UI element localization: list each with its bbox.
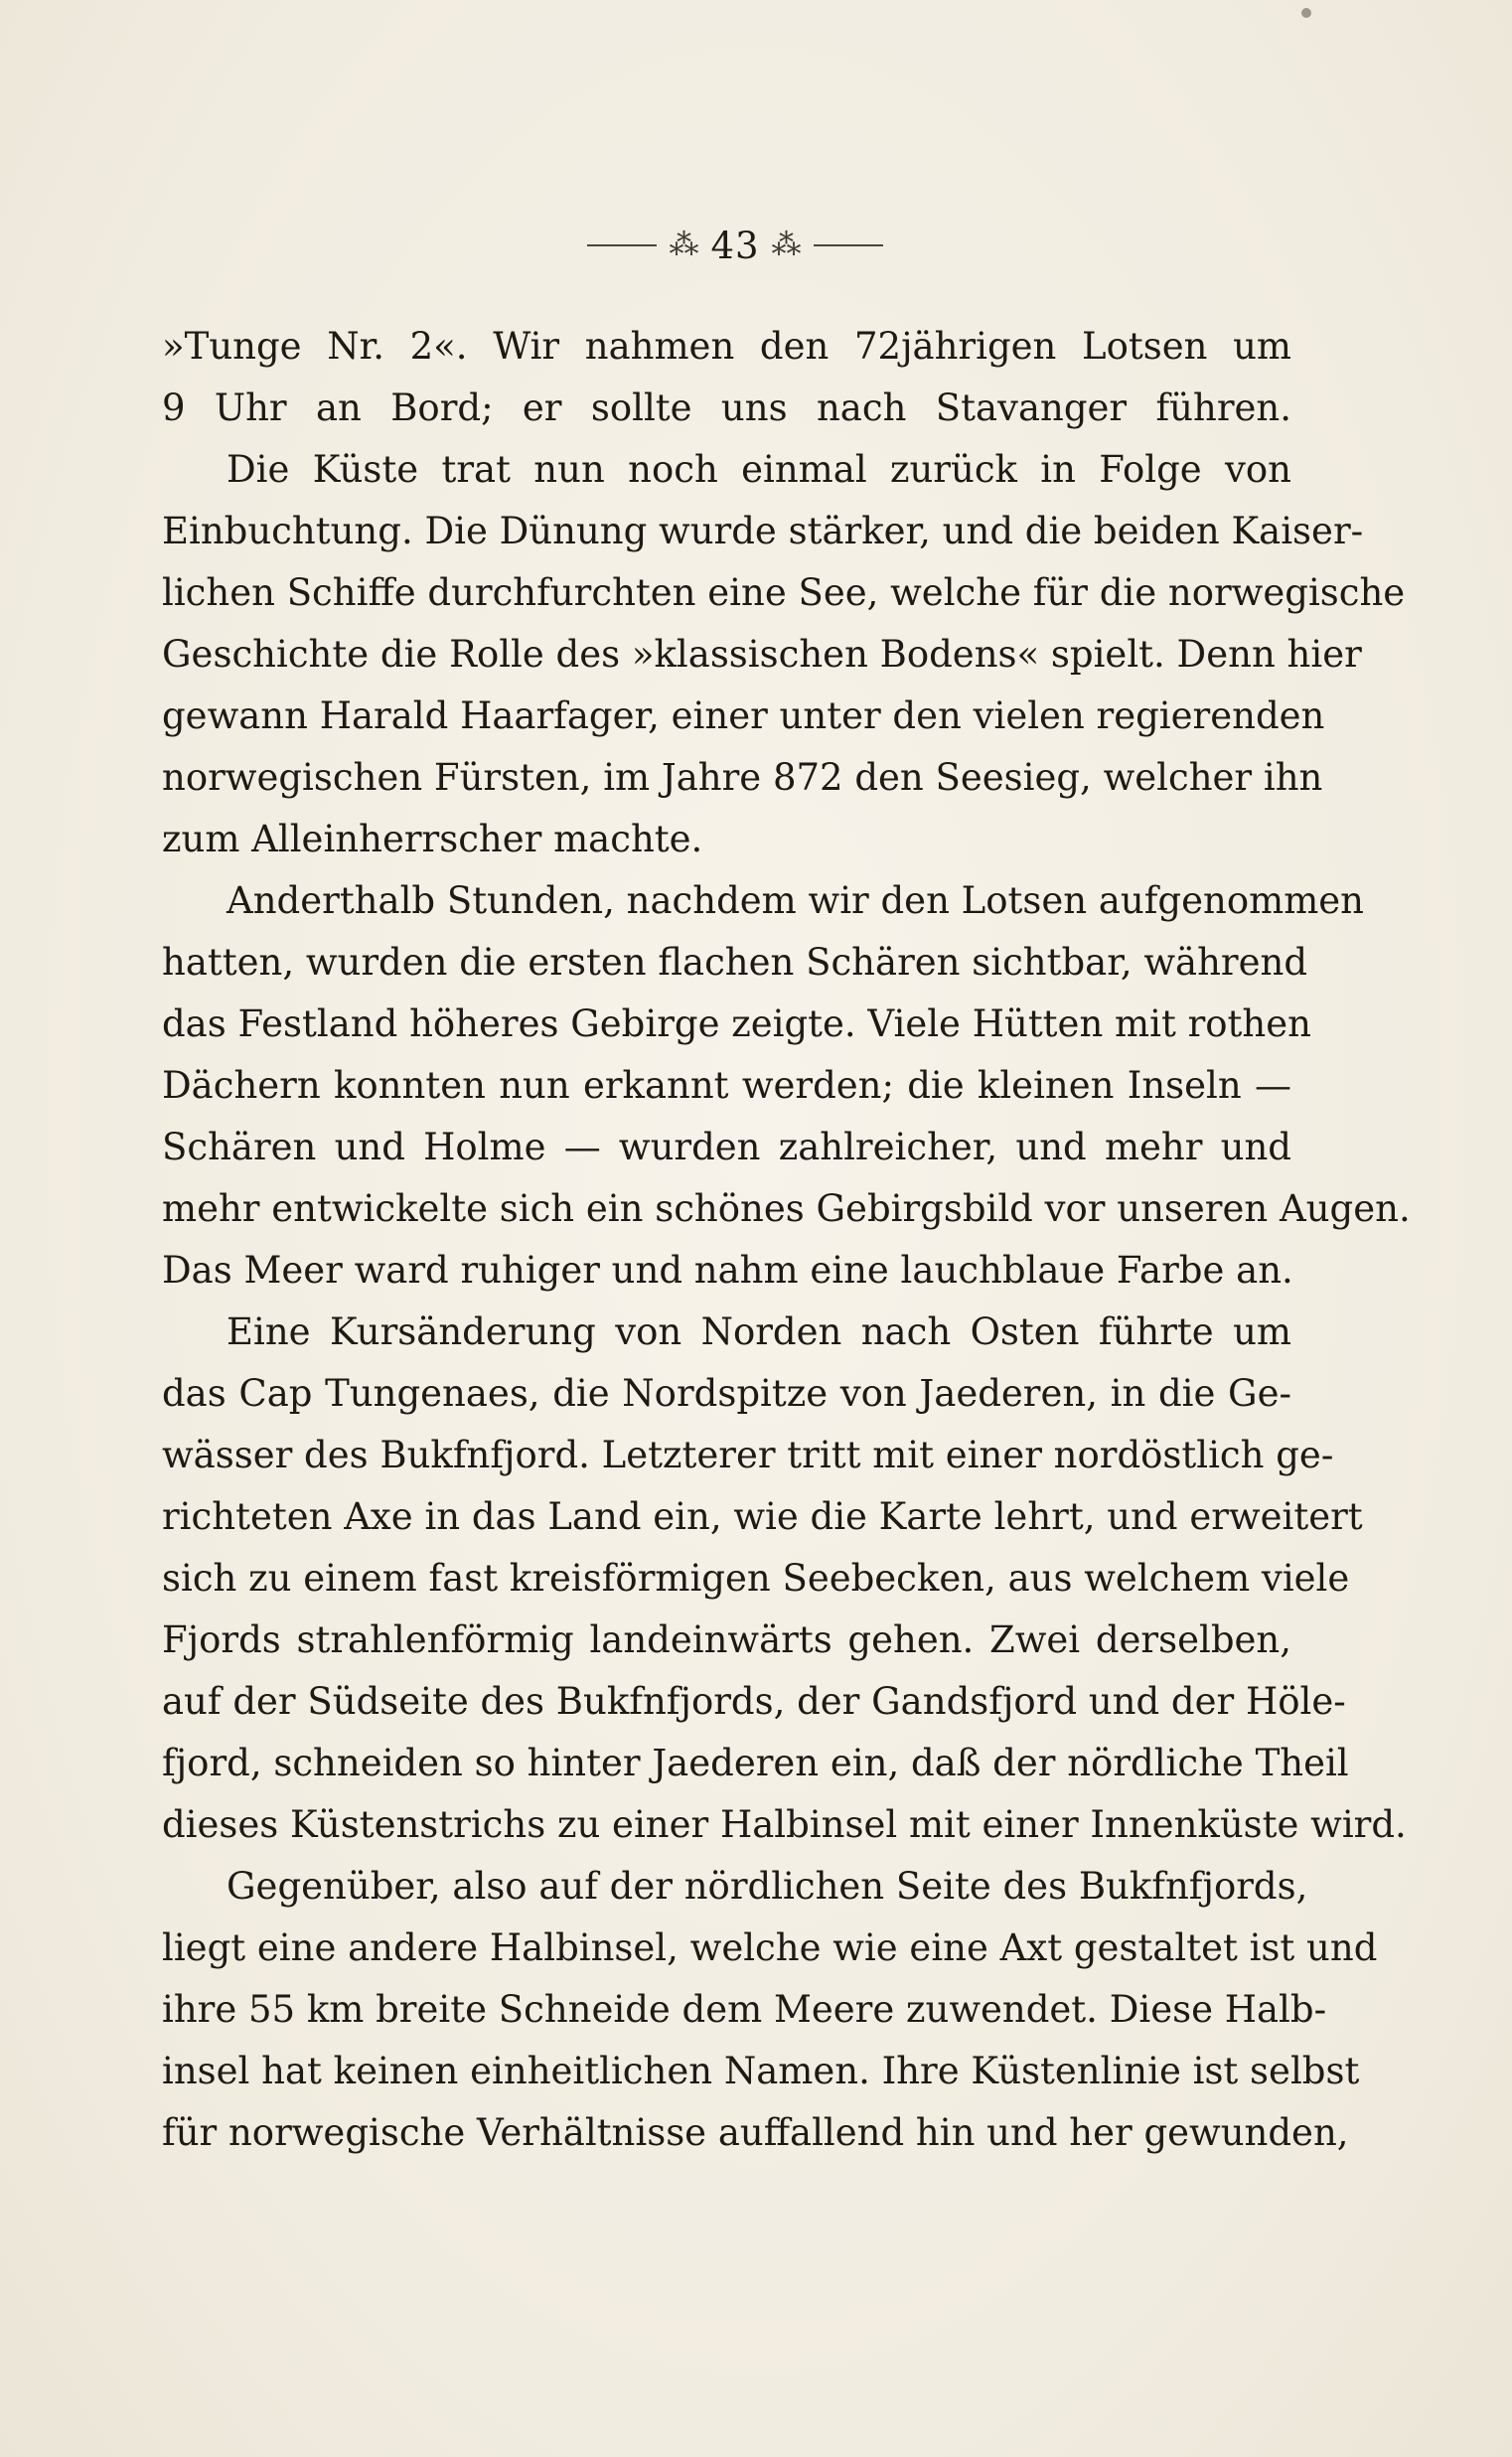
text-line: Dächern konnten nun erkannt werden; die kleinen Inseln — xyxy=(162,1064,1291,1107)
text-line: auf der Südseite des Bukfnfjords, der Gandsfjord und der Höle- xyxy=(162,1680,1346,1723)
text-line: 9 Uhr an Bord; er sollte uns nach Stavanger führen. xyxy=(162,386,1291,429)
text-line: lichen Schiffe durchfurchten eine See, welche für die norwegische xyxy=(162,571,1406,614)
text-line: dieses Küstenstrichs zu einer Halbinsel mit einer Innenküste wird. xyxy=(162,1803,1407,1846)
text-line: Schären und Holme — wurden zahlreicher, und mehr und xyxy=(162,1126,1291,1168)
text-line: Einbuchtung. Die Dünung wurde stärker, und die beiden Kaiser- xyxy=(162,510,1364,552)
text-line: für norwegische Verhältnisse auffallend hin und her gewunden, xyxy=(162,2111,1349,2154)
text-line: insel hat keinen einheitlichen Namen. Ihre Küstenlinie ist selbst xyxy=(162,2050,1360,2092)
text-line: Geschichte die Rolle des »klassischen Bodens« spielt. Denn hier xyxy=(162,633,1362,676)
page-header xyxy=(556,224,914,267)
ink-spot xyxy=(1301,8,1311,18)
page-number: 43 xyxy=(710,224,760,267)
text-line: Das Meer ward ruhiger und nahm eine lauchblaue Farbe an. xyxy=(162,1249,1293,1292)
text-line: sich zu einem fast kreisförmigen Seebecken, aus welchem viele xyxy=(162,1557,1350,1600)
text-line: liegt eine andere Halbinsel, welche wie eine Axt gestaltet ist und xyxy=(162,1926,1378,1969)
text-line: hatten, wurden die ersten flachen Schären sichtbar, während xyxy=(162,941,1308,984)
text-line: richteten Axe in das Land ein, wie die Karte lehrt, und erweitert xyxy=(162,1495,1363,1538)
text-line: gewann Harald Haarfager, einer unter den vielen regierenden xyxy=(162,694,1325,737)
text-line: Die Küste trat nun noch einmal zurück in Folge von xyxy=(227,448,1291,491)
ornament-left-icon: ⁂ xyxy=(669,228,699,262)
header-rule-right xyxy=(814,244,883,246)
text-line: Eine Kursänderung von Norden nach Osten führte um xyxy=(227,1310,1291,1353)
text-line: das Festland höheres Gebirge zeigte. Viele Hütten mit rothen xyxy=(162,1002,1311,1045)
header-rule-left xyxy=(587,244,657,246)
text-line: norwegischen Fürsten, im Jahre 872 den Seesieg, welcher ihn xyxy=(162,756,1323,799)
text-line: das Cap Tungenaes, die Nordspitze von Jaederen, in die Ge- xyxy=(162,1372,1291,1415)
text-line: fjord, schneiden so hinter Jaederen ein, daß der nördliche Theil xyxy=(162,1742,1349,1784)
text-line: mehr entwickelte sich ein schönes Gebirgsbild vor unseren Augen. xyxy=(162,1187,1411,1230)
text-line: Anderthalb Stunden, nachdem wir den Lotsen aufgenommen xyxy=(227,879,1365,922)
text-line: Fjords strahlenförmig landeinwärts gehen. Zwei derselben, xyxy=(162,1618,1291,1661)
body-text xyxy=(162,316,1411,2204)
text-line: zum Alleinherrscher machte. xyxy=(162,818,703,860)
text-line: ihre 55 km breite Schneide dem Meere zuwendet. Diese Halb- xyxy=(162,1988,1327,2031)
text-line: wässer des Bukfnfjord. Letzterer tritt mit einer nordöstlich ge- xyxy=(162,1434,1334,1476)
ornament-right-icon: ⁂ xyxy=(771,228,802,262)
text-line: Gegenüber, also auf der nördlichen Seite des Bukfnfjords, xyxy=(227,1865,1308,1908)
text-line: »Tunge Nr. 2«. Wir nahmen den 72jährigen Lotsen um xyxy=(162,325,1291,368)
